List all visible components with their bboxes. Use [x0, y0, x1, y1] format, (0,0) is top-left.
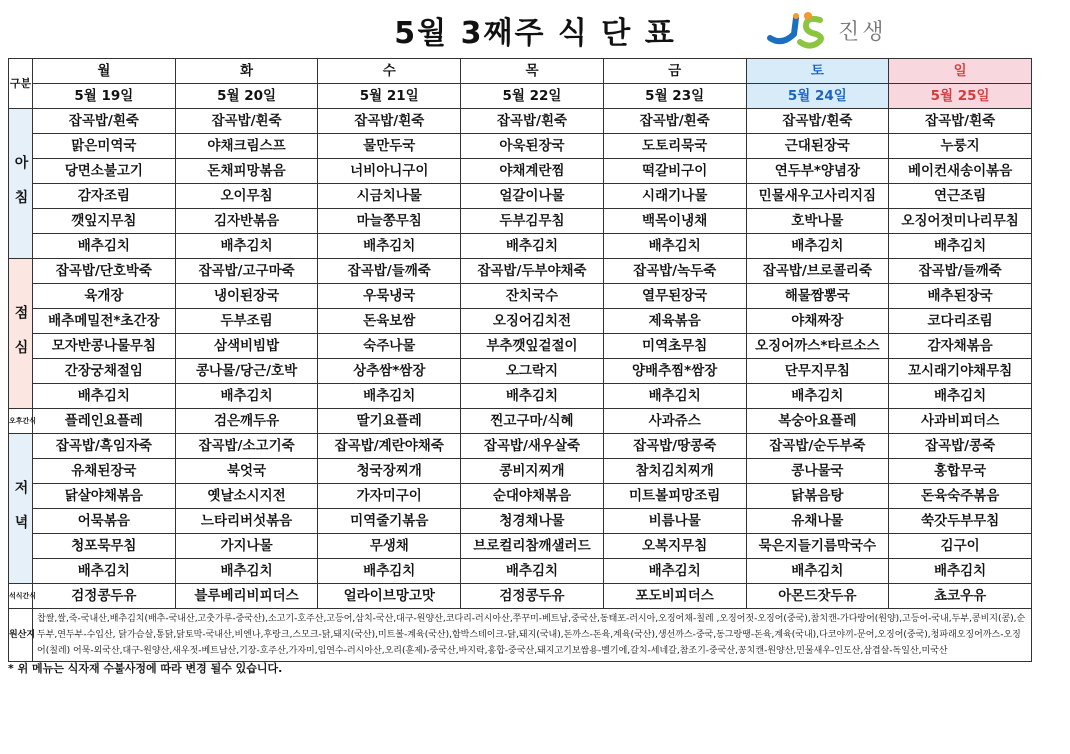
menu-item: 김구이: [889, 534, 1032, 559]
menu-item: 닭볶음탕: [746, 484, 889, 509]
menu-item: 배추김치: [318, 384, 461, 409]
menu-item: 물만두국: [318, 134, 461, 159]
menu-item: 오복지무침: [603, 534, 746, 559]
gubun-header: 구분: [9, 59, 33, 109]
menu-item: 청포묵무침: [33, 534, 176, 559]
menu-item: 잡곡밥/흑임자죽: [33, 434, 176, 459]
menu-item: 잡곡밥/흰죽: [746, 109, 889, 134]
menu-item: 오징어까스*타르소스: [746, 334, 889, 359]
menu-item: 잡곡밥/흰죽: [603, 109, 746, 134]
origin-label: 원산지: [9, 609, 33, 662]
menu-item: 배추김치: [746, 559, 889, 584]
menu-item: 콩나물/당근/호박: [175, 359, 318, 384]
menu-item: 청국장찌개: [318, 459, 461, 484]
menu-item: 배추김치: [603, 559, 746, 584]
date-header: 5월 23일: [603, 84, 746, 109]
menu-item: 잡곡밥/녹두죽: [603, 259, 746, 284]
menu-item: 순대야채볶음: [461, 484, 604, 509]
menu-item: 연두부*양념장: [746, 159, 889, 184]
snack-item: 얼라이브망고맛: [318, 584, 461, 609]
menu-item: 배추김치: [461, 559, 604, 584]
date-header: 5월 21일: [318, 84, 461, 109]
menu-item: 잡곡밥/단호박죽: [33, 259, 176, 284]
menu-item: 배추김치: [461, 234, 604, 259]
menu-item: 모자반콩나물무침: [33, 334, 176, 359]
menu-item: 간장궁채절임: [33, 359, 176, 384]
lunch-label: 점 심: [9, 259, 33, 409]
snack-item: 검정콩두유: [461, 584, 604, 609]
day-header: 목: [461, 59, 604, 84]
menu-item: 잡곡밥/고구마죽: [175, 259, 318, 284]
day-header: 월: [33, 59, 176, 84]
menu-item: 느타리버섯볶음: [175, 509, 318, 534]
snack-item: 복숭아요플레: [746, 409, 889, 434]
menu-item: 유채나물: [746, 509, 889, 534]
menu-item: 잡곡밥/순두부죽: [746, 434, 889, 459]
menu-item: 배추김치: [603, 384, 746, 409]
menu-table: [8, 58, 1032, 662]
snack-item: 사과쥬스: [603, 409, 746, 434]
day-header: 일: [889, 59, 1032, 84]
menu-item: 두부김무침: [461, 209, 604, 234]
menu-item: 누룽지: [889, 134, 1032, 159]
menu-item: 김자반볶음: [175, 209, 318, 234]
menu-item: 당면소불고기: [33, 159, 176, 184]
day-header: 토: [746, 59, 889, 84]
date-header: 5월 24일: [746, 84, 889, 109]
menu-item: 참치김치찌개: [603, 459, 746, 484]
menu-item: 야채짜장: [746, 309, 889, 334]
menu-item: 배추김치: [175, 559, 318, 584]
menu-item: 배추김치: [175, 384, 318, 409]
snack-item: 찐고구마/식혜: [461, 409, 604, 434]
menu-item: 배추김치: [33, 384, 176, 409]
menu-item: 배추김치: [175, 234, 318, 259]
menu-item: 잡곡밥/새우살죽: [461, 434, 604, 459]
menu-item: 어묵볶음: [33, 509, 176, 534]
menu-item: 잔치국수: [461, 284, 604, 309]
menu-item: 너비아니구이: [318, 159, 461, 184]
menu-item: 우묵냉국: [318, 284, 461, 309]
menu-item: 숙주나물: [318, 334, 461, 359]
snack-item: 쵸코우유: [889, 584, 1032, 609]
date-header: 5월 20일: [175, 84, 318, 109]
menu-item: 꼬시래기야채무침: [889, 359, 1032, 384]
menu-item: 오그락지: [461, 359, 604, 384]
menu-item: 잡곡밥/흰죽: [461, 109, 604, 134]
origin-text: 찹쌀,쌀,죽-국내산,배추김치(배추-국내산,고춧가루-중국산),소고기-호주산,고등어,삼치-국산,대구-원양산,코다리-러시아산,쭈꾸미-베트남,중국산,동태포-러시아,오징어채-칠레 ,오징어젓-오징어(중국),참치캔-가다랑어(원양),고등어-국내,두부,콩비지(콩),순두부,연두부-수입산, 닭가슴살,통닭,닭토막-국내산,비엔나,후랑크,스모크-닭,돼지(국산),미트볼-계육(국산),함박스테이크-닭,돼지(국내),돈까스-돈육,계육(국산),생선까스-중국,동그랑땡-돈육,계육(국내),다코야끼-문어,오징어(중국),청파래오징어까스-오징어(칠레) 어묵-외국산,대구-원양산,새우젓-베트남산,기장-호주산,가자미,임연수-러시아산,오리(훈제)-중국산,바지락,홍합-중국산,돼지고기보쌈용-벨기에,갈치-세네갈,참조기-중국산,꽁치캔-원양산,민물새우-인도산,삼겹살-독일산,미국산: [33, 609, 1032, 662]
date-header: 5월 19일: [33, 84, 176, 109]
menu-item: 잡곡밥/들깨죽: [889, 259, 1032, 284]
menu-item: 도토리묵국: [603, 134, 746, 159]
menu-item: 배추된장국: [889, 284, 1032, 309]
menu-item: 북엇국: [175, 459, 318, 484]
menu-item: 잡곡밥/흰죽: [175, 109, 318, 134]
menu-item: 닭살야채볶음: [33, 484, 176, 509]
menu-item: 근대된장국: [746, 134, 889, 159]
menu-item: 상추쌈*쌈장: [318, 359, 461, 384]
menu-item: 브로컬리참깨샐러드: [461, 534, 604, 559]
snack-item: 아몬드잣두유: [746, 584, 889, 609]
menu-item: 미트볼피망조림: [603, 484, 746, 509]
menu-item: 제육볶음: [603, 309, 746, 334]
date-header: 5월 22일: [461, 84, 604, 109]
menu-item: 잡곡밥/땅콩죽: [603, 434, 746, 459]
menu-item: 배추김치: [461, 384, 604, 409]
menu-item: 떡갈비구이: [603, 159, 746, 184]
menu-item: 맑은미역국: [33, 134, 176, 159]
menu-item: 단무지무침: [746, 359, 889, 384]
menu-item: 민물새우고사리지짐: [746, 184, 889, 209]
menu-item: 야채크림스프: [175, 134, 318, 159]
menu-item: 두부조림: [175, 309, 318, 334]
afternoon_snack-label: 오후간식: [9, 409, 33, 434]
snack-item: 딸기요플레: [318, 409, 461, 434]
menu-item: 야채계란찜: [461, 159, 604, 184]
menu-item: 잡곡밥/계란야채죽: [318, 434, 461, 459]
menu-item: 연근조림: [889, 184, 1032, 209]
menu-item: 배추김치: [603, 234, 746, 259]
menu-item: 배추김치: [318, 559, 461, 584]
menu-item: 배추김치: [746, 234, 889, 259]
menu-item: 시금치나물: [318, 184, 461, 209]
menu-item: 가자미구이: [318, 484, 461, 509]
menu-item: 무생채: [318, 534, 461, 559]
menu-item: 묵은지들기름막국수: [746, 534, 889, 559]
menu-item: 호박나물: [746, 209, 889, 234]
menu-item: 돈채피망볶음: [175, 159, 318, 184]
snack-item: 블루베리비피더스: [175, 584, 318, 609]
menu-item: 아욱된장국: [461, 134, 604, 159]
menu-item: 비름나물: [603, 509, 746, 534]
menu-item: 콩비지찌개: [461, 459, 604, 484]
menu-item: 오이무침: [175, 184, 318, 209]
menu-item: 옛날소시지전: [175, 484, 318, 509]
menu-item: 잡곡밥/흰죽: [889, 109, 1032, 134]
menu-item: 청경채나물: [461, 509, 604, 534]
menu-item: 홍합무국: [889, 459, 1032, 484]
brand-logo-icon: [762, 10, 832, 50]
menu-item: 배추김치: [889, 559, 1032, 584]
menu-item: 배추메밀전*초간장: [33, 309, 176, 334]
menu-item: 백목이냉채: [603, 209, 746, 234]
change-notice: * 위 메뉴는 식자재 수불사정에 따라 변경 될수 있습니다.: [8, 662, 283, 675]
menu-item: 마늘쫑무침: [318, 209, 461, 234]
menu-item: 오징어김치전: [461, 309, 604, 334]
dinner-label: 저 녁: [9, 434, 33, 584]
snack-item: 포도비피더스: [603, 584, 746, 609]
menu-item: 배추김치: [889, 234, 1032, 259]
menu-item: 베이컨새송이볶음: [889, 159, 1032, 184]
snack-item: 플레인요플레: [33, 409, 176, 434]
menu-item: 오징어젓미나리무침: [889, 209, 1032, 234]
snack-item: 검정콩두유: [33, 584, 176, 609]
menu-item: 감자조림: [33, 184, 176, 209]
menu-item: 배추김치: [889, 384, 1032, 409]
menu-item: 가지나물: [175, 534, 318, 559]
menu-item: 잡곡밥/브로콜리죽: [746, 259, 889, 284]
menu-item: 냉이된장국: [175, 284, 318, 309]
breakfast-label: 아 침: [9, 109, 33, 259]
menu-item: 육개장: [33, 284, 176, 309]
menu-item: 미역초무침: [603, 334, 746, 359]
day-header: 화: [175, 59, 318, 84]
snack-item: 검은깨두유: [175, 409, 318, 434]
brand-logo: [762, 10, 887, 50]
menu-item: 삼색비빔밥: [175, 334, 318, 359]
menu-item: 콩나물국: [746, 459, 889, 484]
day-header: 수: [318, 59, 461, 84]
menu-item: 유채된장국: [33, 459, 176, 484]
brand-name: 진생: [838, 19, 887, 45]
menu-item: 배추김치: [746, 384, 889, 409]
menu-item: 양배추찜*쌈장: [603, 359, 746, 384]
menu-item: 배추김치: [33, 234, 176, 259]
menu-item: 해물짬뽕국: [746, 284, 889, 309]
menu-item: 얼갈이나물: [461, 184, 604, 209]
menu-item: 배추김치: [33, 559, 176, 584]
menu-item: 잡곡밥/들깨죽: [318, 259, 461, 284]
menu-item: 잡곡밥/흰죽: [33, 109, 176, 134]
menu-item: 쑥갓두부무침: [889, 509, 1032, 534]
menu-item: 시래기나물: [603, 184, 746, 209]
menu-item: 잡곡밥/흰죽: [318, 109, 461, 134]
menu-item: 깻잎지무침: [33, 209, 176, 234]
menu-item: 잡곡밥/두부야채죽: [461, 259, 604, 284]
menu-item: 감자채볶음: [889, 334, 1032, 359]
menu-item: 배추김치: [318, 234, 461, 259]
menu-item: 코다리조림: [889, 309, 1032, 334]
menu-item: 열무된장국: [603, 284, 746, 309]
menu-item: 잡곡밥/콩죽: [889, 434, 1032, 459]
page-title: 5월 3째주 식 단 표: [394, 16, 676, 51]
night_snack-label: 석식간식: [9, 584, 33, 609]
menu-item: 돈육숙주볶음: [889, 484, 1032, 509]
menu-item: 부추깻잎겉절이: [461, 334, 604, 359]
menu-item: 미역줄기볶음: [318, 509, 461, 534]
snack-item: 사과비피더스: [889, 409, 1032, 434]
day-header: 금: [603, 59, 746, 84]
menu-item: 돈육보쌈: [318, 309, 461, 334]
date-header: 5월 25일: [889, 84, 1032, 109]
menu-item: 잡곡밥/소고기죽: [175, 434, 318, 459]
